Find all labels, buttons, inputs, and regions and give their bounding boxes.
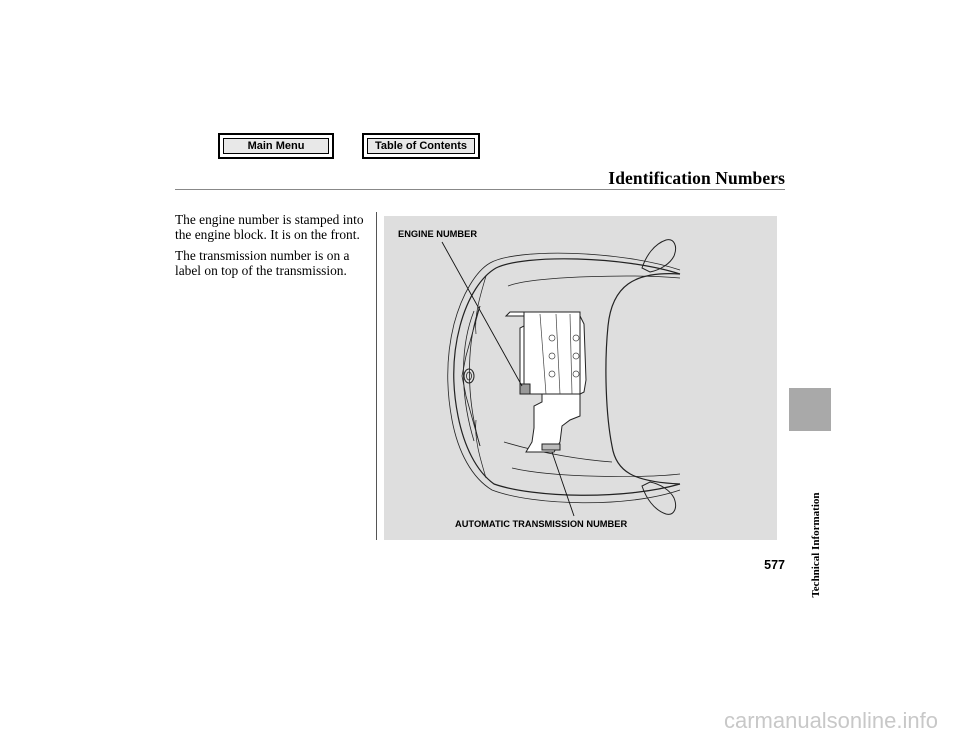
car-top-view-drawing (384, 216, 777, 540)
engine-number-label: ENGINE NUMBER (398, 229, 478, 239)
section-tab-label: Technical Information (810, 492, 822, 598)
body-text (175, 212, 375, 284)
table-of-contents-button[interactable] (362, 133, 480, 159)
main-menu-button[interactable] (218, 133, 334, 159)
main-menu-label: Main Menu (223, 138, 329, 154)
transmission-number-label: AUTOMATIC TRANSMISSION NUMBER (455, 519, 628, 529)
engine-number-paragraph: The engine number is stamped into the engine block. It is on the front. (175, 212, 364, 242)
header-rule (175, 189, 785, 190)
section-tab (789, 388, 831, 431)
section-title: Identification Numbers (608, 168, 785, 188)
page-number: 577 (764, 558, 785, 572)
table-of-contents-label: Table of Contents (367, 138, 475, 154)
transmission-number-paragraph: The transmission number is on a label on top of the transmission. (175, 248, 350, 278)
column-divider (376, 212, 377, 540)
engine-bay-illustration (384, 216, 777, 540)
watermark: carmanualsonline.info (723, 708, 938, 733)
